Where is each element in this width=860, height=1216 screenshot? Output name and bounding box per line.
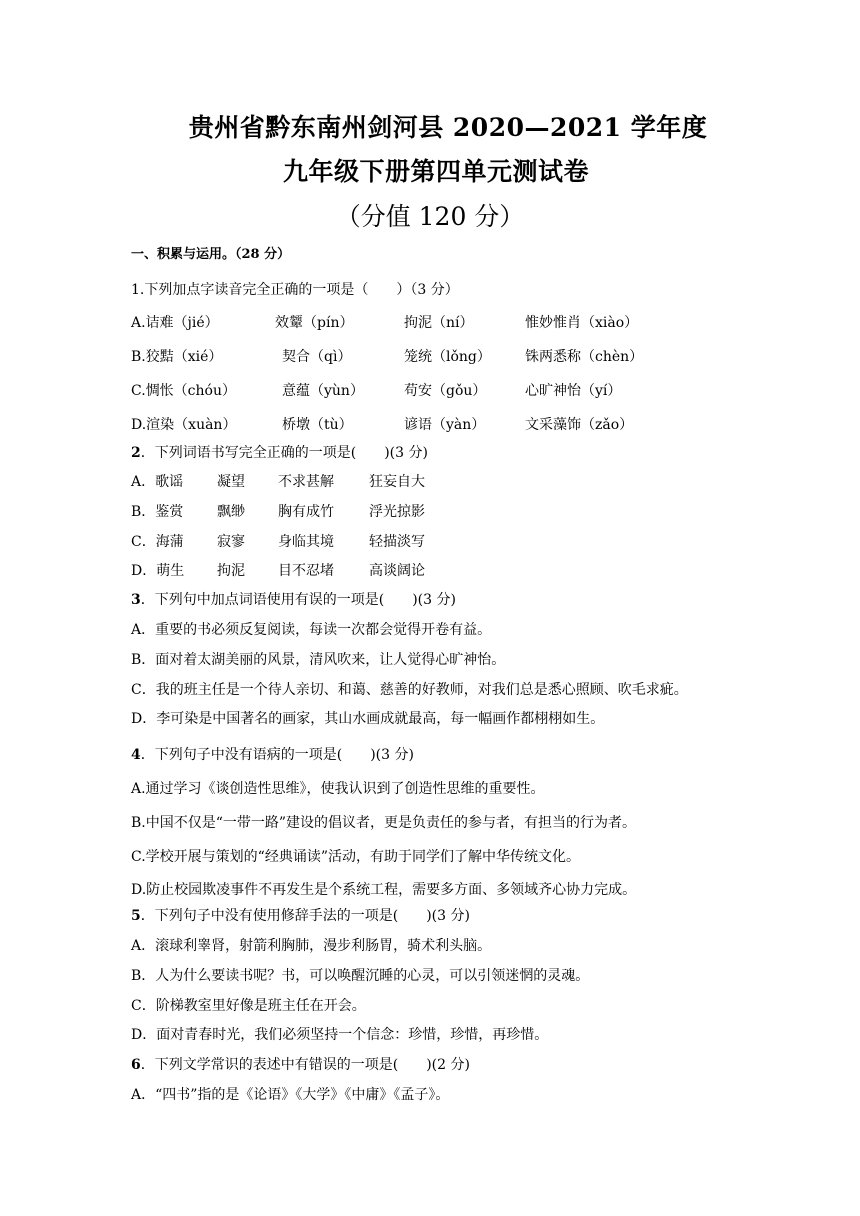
q5-stem: 5．下列句子中没有使用修辞手法的一项是( )(3 分) [131,908,470,924]
q4-option-a: A.通过学习《谈创造性思维》，使我认识到了创造性思维的重要性。 [131,781,545,797]
q2-a-1: A．歌谣 [131,474,184,490]
q1-a-1: A.诘难（jié） [131,315,219,331]
q2-a-3: 不求甚解 [278,474,334,490]
q2-a-2: 凝望 [217,474,245,490]
q5-option-a: A．滚球利睾肾，射箭利胸肺，漫步利肠胃，骑术利头脑。 [131,938,492,954]
q5-option-c: C．阶梯教室里好像是班主任在开会。 [131,998,366,1014]
q2-d-1: D．萌生 [131,563,185,579]
q3-option-a: A．重要的书必须反复阅读，每读一次都会觉得开卷有益。 [131,622,492,638]
q1-stem: 1.下列加点字读音完全正确的一项是（ ）（3 分） [131,282,459,298]
exam-title-line1: 贵州省黔东南州剑河县 2020—2021 学年度 [188,113,708,142]
q6-option-a: A．“四书”指的是《论语》《大学》《中庸》《孟子》。 [131,1087,450,1103]
q2-c-4: 轻描淡写 [369,534,425,550]
q3-option-b: B．面对着太湖美丽的风景，清风吹来，让人觉得心旷神怡。 [131,652,506,668]
q1-b-2: 契合（qì） [282,349,352,365]
q4-stem: 4．下列句子中没有语病的一项是( )(3 分) [131,747,414,763]
q1-d-4: 文采藻饰（zǎo） [525,417,634,433]
q2-b-2: 飘缈 [217,504,245,520]
q1-c-3: 苟安（gǒu） [404,383,487,399]
q3-option-d: D．李可染是中国著名的画家，其山水画成就最高，每一幅画作都栩栩如生。 [131,711,605,727]
q2-c-1: C．海蒲 [131,534,184,550]
q6-stem: 6．下列文学常识的表述中有错误的一项是( )(2 分) [131,1057,470,1073]
q1-a-2: 效颦（pín） [275,315,354,331]
q3-option-c: C．我的班主任是一个待人亲切、和蔼、慈善的好教师，对我们总是悉心照顾、吹毛求疵。 [131,682,688,698]
q1-a-3: 拘泥（ní） [404,315,474,331]
q1-c-4: 心旷神怡（yí） [525,383,622,399]
q1-b-4: 铢两悉称（chèn） [525,349,644,365]
q4-option-b: B.中国不仅是“一带一路”建设的倡议者，更是负责任的参与者，有担当的行为者。 [131,815,637,831]
q2-b-1: B．鉴赏 [131,504,184,520]
q1-d-3: 谚语（yàn） [404,417,486,433]
q2-d-3: 目不忍堵 [278,563,334,579]
q1-b-3: 笼统（lǒng） [404,349,491,365]
q2-stem: 2．下列词语书写完全正确的一项是( )(3 分) [131,445,428,461]
q1-a-4: 惟妙惟肖（xiào） [525,315,639,331]
q2-c-3: 身临其境 [278,534,334,550]
q1-d-1: D.渲染（xuàn） [131,417,237,433]
section-heading: 一、积累与运用。（28 分） [131,247,291,262]
score-note: （分值 120 分） [335,202,525,231]
q5-option-b: B．人为什么要读书呢？书，可以唤醒沉睡的心灵，可以引领迷惘的灵魂。 [131,968,590,984]
q1-c-2: 意蕴（yùn） [282,383,364,399]
q4-option-d: D.防止校园欺凌事件不再发生是个系统工程，需要多方面、多领域齐心协力完成。 [131,882,637,898]
q2-d-4: 高谈阔论 [369,563,425,579]
exam-title-line2: 九年级下册第四单元测试卷 [282,157,589,186]
q3-stem: 3．下列句中加点词语使用有误的一项是( )(3 分) [131,592,456,608]
q5-option-d: D．面对青春时光，我们必须坚持一个信念：珍惜，珍惜，再珍惜。 [131,1027,549,1043]
q1-b-1: B.狡黠（xié） [131,349,223,365]
q2-b-4: 浮光掠影 [369,504,425,520]
q1-c-1: C.惆怅（chóu） [131,383,236,399]
q4-option-c: C.学校开展与策划的“经典诵读”活动，有助于同学们了解中华传统文化。 [131,849,580,865]
q2-b-3: 胸有成竹 [278,504,334,520]
q1-d-2: 桥墩（tù） [282,417,353,433]
q2-c-2: 寂寥 [217,534,245,550]
q2-a-4: 狂妄自大 [369,474,425,490]
q2-d-2: 拘泥 [217,563,245,579]
